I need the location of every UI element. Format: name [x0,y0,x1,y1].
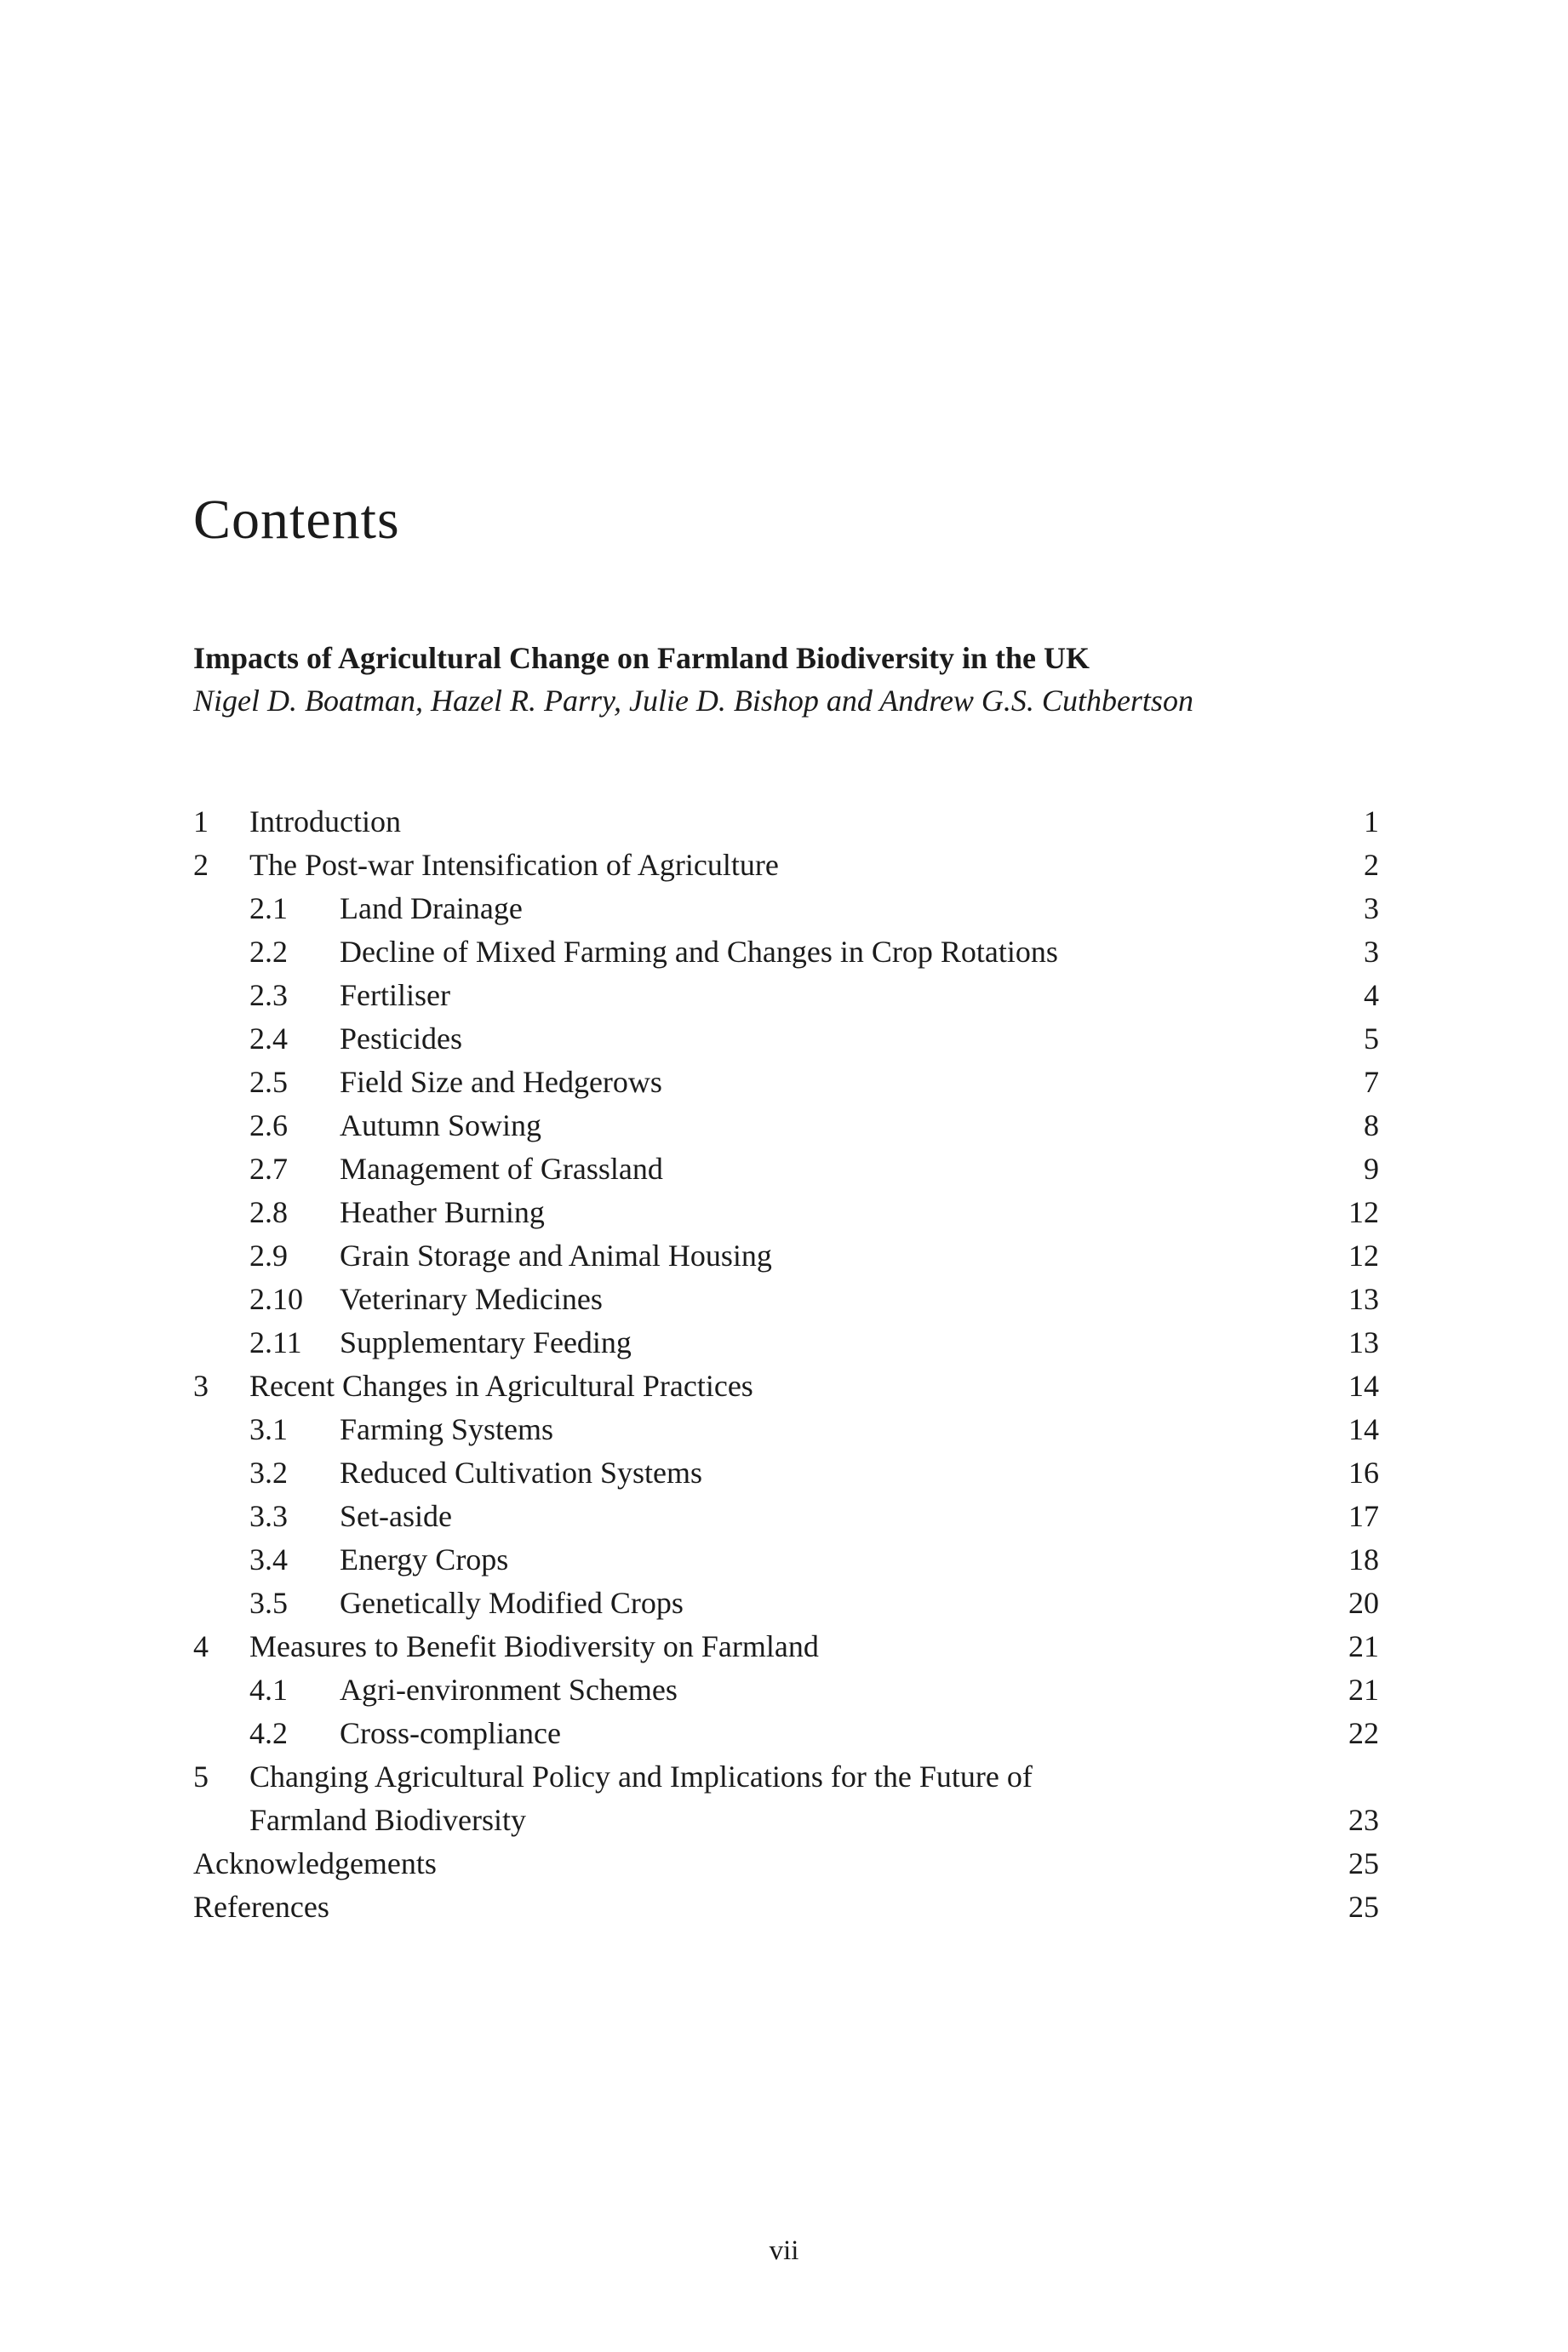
toc-entry [193,930,1379,974]
toc-entry-label [249,1625,1319,1668]
toc-entry-number: 4.2 [249,1715,288,1750]
toc-entry-number: 2.10 [249,1281,303,1316]
toc-entry-number: 2.7 [249,1151,288,1186]
toc-entry-page: 22 [1348,1715,1379,1750]
toc-entry-label-line: Reduced Cultivation Systems [340,1455,702,1490]
toc-entry [193,1842,1379,1886]
toc-entry [193,1104,1379,1147]
toc-entry [193,1712,1379,1755]
toc-entry-number: 4.1 [249,1672,288,1707]
toc-entry-label [249,800,1319,844]
toc-entry-label-line: Grain Storage and Animal Housing [340,1238,772,1273]
toc-entry-label-line: Field Size and Hedgerows [340,1064,662,1099]
toc-entry-number: 2.9 [249,1238,288,1273]
toc-entry-label [340,1712,1319,1755]
toc-entry [193,1625,1379,1668]
toc-entry-label [249,1365,1319,1408]
chapter-authors: Nigel D. Boatman, Hazel R. Parry, Julie D. Bishop and Andrew G.S. Cuthbertson [193,683,1193,718]
toc-entry-page: 21 [1348,1672,1379,1707]
toc-entry-label [340,1668,1319,1712]
toc-entry-label [340,1147,1319,1191]
toc-entry [193,974,1379,1017]
toc-entry-number: 2.2 [249,934,288,969]
toc-entry [193,844,1379,887]
toc-entry-number: 3.3 [249,1498,288,1533]
toc-entry-label [340,1582,1319,1625]
toc-entry-label [249,1755,1319,1842]
toc-entry-label-line: Introduction [249,804,401,838]
toc-entry-label-line: References [193,1889,329,1924]
toc-entry-number: 5 [193,1759,209,1794]
toc-entry-page: 13 [1348,1325,1379,1359]
toc-entry-page: 16 [1348,1455,1379,1490]
toc-entry [193,887,1379,930]
toc-entry-number: 3.2 [249,1455,288,1490]
toc-entry [193,800,1379,844]
toc-entry-number: 2.6 [249,1107,288,1142]
toc-entry-number: 2.1 [249,890,288,925]
toc-entry-page: 23 [1348,1802,1379,1837]
toc-entry-number: 3 [193,1368,209,1403]
toc-entry [193,1278,1379,1321]
toc-entry [193,1582,1379,1625]
toc-entry-page: 20 [1348,1585,1379,1620]
toc-entry-label-line: The Post-war Intensification of Agriculture [249,847,779,882]
toc-entry-label [340,1408,1319,1451]
toc-entry-page: 25 [1348,1846,1379,1880]
toc-entry-label [193,1886,1319,1929]
page-title: Contents [193,489,400,551]
toc-entry [193,1408,1379,1451]
toc-entry-label [340,1495,1319,1538]
toc-entry-number: 3.5 [249,1585,288,1620]
toc-entry-label [340,1451,1319,1495]
toc-entry-label-line: Heather Burning [340,1194,545,1229]
toc-entry-label-line: Acknowledgements [193,1846,437,1880]
toc-entry-label-line: Cross-compliance [340,1715,561,1750]
toc-entry [193,1495,1379,1538]
toc-entry-number: 2.5 [249,1064,288,1099]
toc-entry-label [340,1191,1319,1234]
toc-entry [193,1017,1379,1061]
toc-entry-label-line: Management of Grassland [340,1151,663,1186]
toc-entry-page: 17 [1348,1498,1379,1533]
toc-entry-label-line: Land Drainage [340,890,523,925]
toc-entry [193,1191,1379,1234]
toc-entry-label-line: Genetically Modified Crops [340,1585,684,1620]
toc-entry-label [340,974,1319,1017]
toc-entry-label-line: Autumn Sowing [340,1107,542,1142]
toc-entry-label-line: Recent Changes in Agricultural Practices [249,1368,753,1403]
toc-entry-label-line: Set-aside [340,1498,452,1533]
toc-entry-label-line: Farming Systems [340,1411,554,1446]
toc-entry-label [340,1104,1319,1147]
toc-entry-page: 5 [1364,1021,1379,1056]
toc-entry-label-line: Farmland Biodiversity [249,1802,526,1837]
toc-entry-label [340,1538,1319,1582]
toc-entry-label-line: Veterinary Medicines [340,1281,603,1316]
toc-entry-page: 12 [1348,1194,1379,1229]
toc-entry-label-line: Supplementary Feeding [340,1325,632,1359]
toc-entry-label-line: Pesticides [340,1021,462,1056]
toc-entry-label-line: Agri-environment Schemes [340,1672,678,1707]
toc-entry [193,1234,1379,1278]
toc-entry-page: 7 [1364,1064,1379,1099]
toc-entry-label-line: Decline of Mixed Farming and Changes in Crop Rotations [340,934,1058,969]
toc-entry-page: 18 [1348,1542,1379,1577]
toc-entry-label-line: Measures to Benefit Biodiversity on Farmland [249,1628,819,1663]
toc-entry-label [193,1842,1319,1886]
toc-entry [193,1886,1379,1929]
toc-entry-number: 2.4 [249,1021,288,1056]
toc-entry-page: 8 [1364,1107,1379,1142]
toc-entry-page: 14 [1348,1411,1379,1446]
toc-entry [193,1755,1379,1842]
chapter-title: Impacts of Agricultural Change on Farmland Biodiversity in the UK [193,640,1090,675]
toc-entry-page: 9 [1364,1151,1379,1186]
toc-entry [193,1321,1379,1365]
toc-entry-label [340,1278,1319,1321]
toc-entry-label-line: Changing Agricultural Policy and Implications for the Future of [249,1759,1033,1794]
toc-entry-number: 3.4 [249,1542,288,1577]
toc-entry-page: 25 [1348,1889,1379,1924]
toc-entry [193,1147,1379,1191]
toc-entry-label [249,844,1319,887]
toc-entry-number: 4 [193,1628,209,1663]
toc-entry-page: 13 [1348,1281,1379,1316]
toc-entry-page: 14 [1348,1368,1379,1403]
toc-entry-number: 3.1 [249,1411,288,1446]
toc-entry-page: 3 [1364,934,1379,969]
toc-entry-label [340,1234,1319,1278]
toc-entry [193,1538,1379,1582]
toc-entry-label [340,887,1319,930]
toc-entry-number: 2 [193,847,209,882]
toc-entry-label [340,1017,1319,1061]
toc-entry-number: 2.3 [249,977,288,1012]
toc-entry [193,1668,1379,1712]
toc-list [193,800,1379,1929]
toc-entry [193,1365,1379,1408]
toc-entry-number: 2.11 [249,1325,302,1359]
toc-entry-label-line: Energy Crops [340,1542,509,1577]
toc-entry-number: 1 [193,804,209,838]
toc-entry-page: 3 [1364,890,1379,925]
toc-entry-page: 21 [1348,1628,1379,1663]
toc-entry-page: 1 [1364,804,1379,838]
toc-entry-label-line: Fertiliser [340,977,450,1012]
toc-entry-label [340,930,1319,974]
toc-entry-page: 2 [1364,847,1379,882]
toc-entry [193,1061,1379,1104]
chapter-header [193,637,1274,722]
toc-entry-label [340,1061,1319,1104]
toc-entry-number: 2.8 [249,1194,288,1229]
page-number-footer: vii [769,2235,799,2266]
toc-entry [193,1451,1379,1495]
toc-entry-label [340,1321,1319,1365]
toc-entry-page: 12 [1348,1238,1379,1273]
toc-entry-page: 4 [1364,977,1379,1012]
